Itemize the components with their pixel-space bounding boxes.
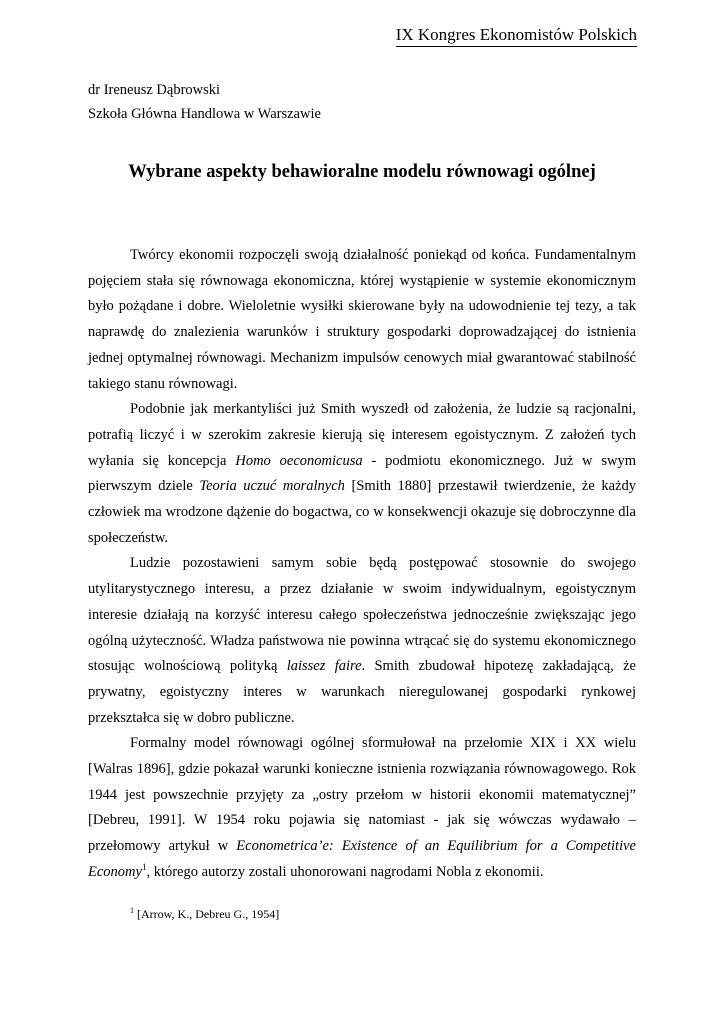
body-text (88, 243, 636, 886)
footnote-reference[interactable]: 1 (141, 862, 147, 873)
italic-term: Homo oeconomicusa (235, 452, 363, 469)
footnote-text: [Arrow, K., Debreu G., 1954] (134, 907, 280, 921)
author-block (88, 78, 321, 126)
italic-term: laissez faire (286, 658, 362, 675)
italic-term: , (146, 863, 151, 880)
running-header: IX Kongres Ekonomistów Polskich (396, 24, 637, 47)
paragraph-2 (88, 397, 636, 551)
footnote-marker: 1 (130, 906, 134, 915)
text-run: . Smith zbudował hipotezę zakładającą, że prywatny, egoistyczny interes w warunkach nieregulowanej gospodarki rynkowej przekształca się w dobro publiczne. (88, 658, 636, 726)
text-run: [Smith 1880] przestawił twierdzenie, że każdy człowiek ma wrodzone dążenie do bogactwa, co w konsekwencji okazuje się dobroczynne dla społeczeństw. (88, 478, 637, 546)
author-affiliation: Szkoła Główna Handlowa w Warszawie (88, 106, 321, 122)
text-run: Podobnie jak merkantyliści już Smith wyszedł od założenia, że ludzie są racjonalni, potrafią liczyć i w szerokim zakresie kierują się interesem egoistycznym. Z założeń tych wyłania się koncepcja (88, 401, 636, 469)
italic-term: Teoria uczuć moralnych (199, 478, 345, 495)
page-title: Wybrane aspekty behawioralne modelu równowagi ogólnej (128, 162, 596, 182)
footnote (130, 906, 279, 922)
paragraph-4 (88, 731, 636, 885)
italic-term: Econometrica’e: Existence of an Equilibrium for a Competitive Economy (88, 838, 636, 880)
author-name: dr Ireneusz Dąbrowski (88, 82, 221, 98)
text-run: - podmiotu ekonomicznego. Już w swym pierwszym dziele (88, 452, 636, 495)
text-run: Ludzie pozostawieni samym sobie będą postępować stosownie do swojego utylitarystycznego interesu, a przez działanie w swoim indywidualnym, egoistycznym interesie działają na korzyść interesu całego społeczeństwa jednocześnie zwiększając jego ogólną użyteczność. Władza państwowa nie powinna wtrącać się do systemu ekonomicznego stosując wolnościową polityką (88, 555, 636, 675)
text-run: którego autorzy zostali uhonorowani nagrodami Nobla z ekonomii. (150, 863, 544, 880)
paragraph-1: Twórcy ekonomii rozpoczęli swoją działalność poniekąd od końca. Fundamentalnym pojęciem stała się równowaga ekonomiczna, której wystąpienie w systemie ekonomicznym było pożądane i dobre. Wieloletnie wysiłki skierowane były na udowodnienie tej tezy, a tak naprawdę do znalezienia warunków i struktury gospodarki doprowadzającej do istnienia jednej optymalnej równowagi. Mechanizm impulsów cenowych miał gwarantować stabilność takiego stanu równowagi. (88, 247, 636, 392)
paragraph-3 (88, 551, 636, 731)
text-run: Formalny model równowagi ogólnej sformułował na przełomie XIX i XX wielu [Walras 1896], gdzie pokazał warunki konieczne istnienia rozwiązania równowagowego. Rok 1944 jest powszechnie przyjęty za „ostry przełom w historii ekonomii matematycznej” [Debreu, 1991]. W 1954 roku pojawia się natomiast - jak się wówczas wydawało – przełomowy artykuł w (88, 735, 636, 855)
